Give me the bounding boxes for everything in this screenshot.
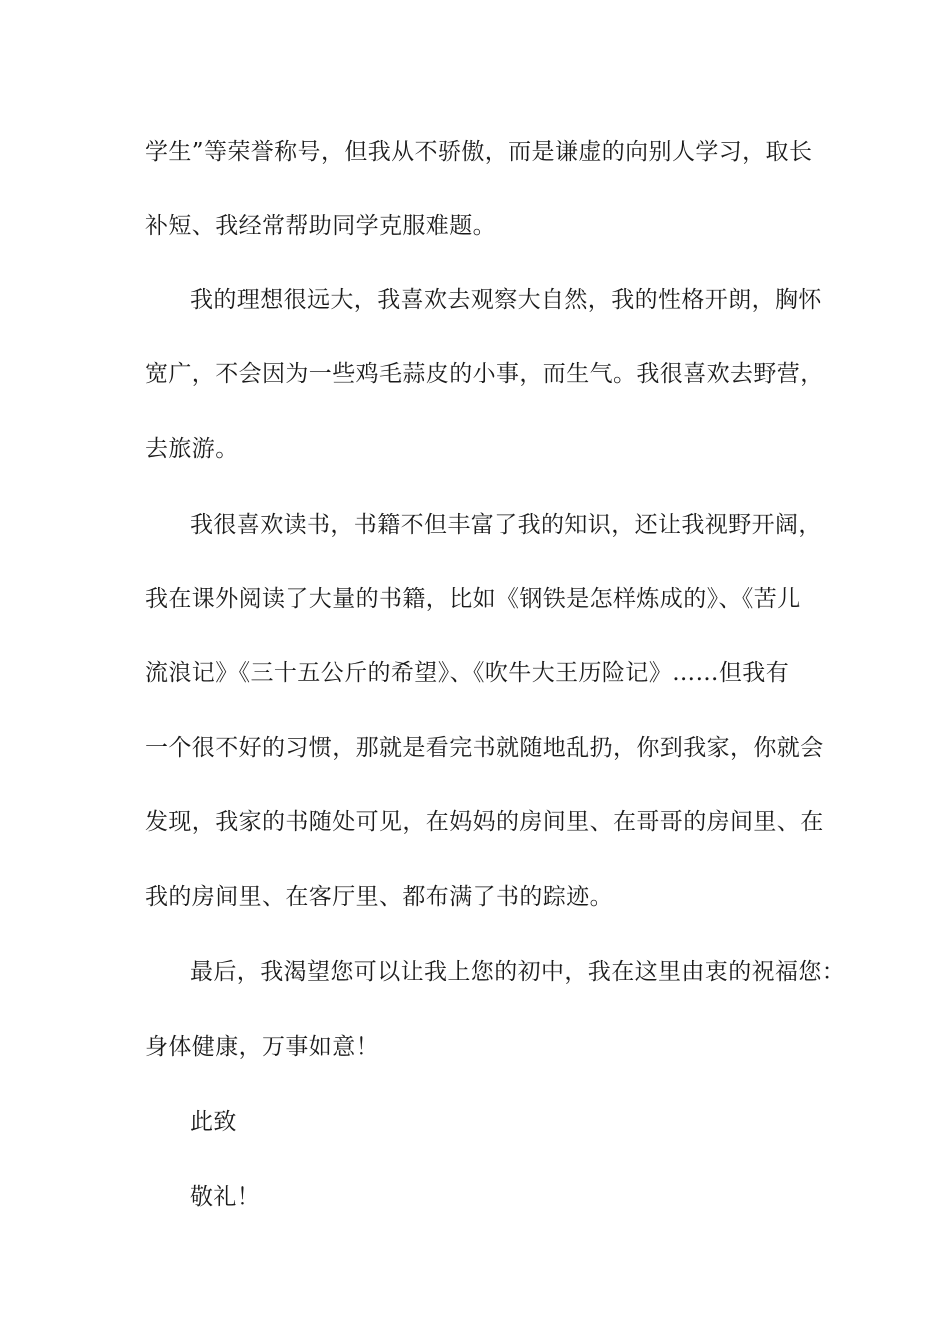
closing-salutation: 此致: [190, 1109, 237, 1135]
paragraph-start-line: 我的理想很远大，我喜欢去观察大自然，我的性格开朗，胸怀: [190, 287, 822, 313]
text-line: 一个很不好的习惯，那就是看完书就随地乱扔，你到我家，你就会: [145, 735, 824, 761]
text-line: 身体健康，万事如意！: [145, 1034, 379, 1060]
text-line: 我的房间里、在客厅里、都布满了书的踪迹。: [145, 884, 613, 910]
text-line: 学生”等荣誉称号，但我从不骄傲，而是谦虚的向别人学习，取长: [145, 139, 813, 165]
text-line: 我在课外阅读了大量的书籍，比如《钢铁是怎样炼成的》、《苦儿: [145, 586, 801, 612]
closing-regards: 敬礼！: [190, 1184, 261, 1210]
paragraph-start-line: 最后，我渴望您可以让我上您的初中，我在这里由衷的祝福您：: [190, 959, 846, 985]
text-line: 补短、我经常帮助同学克服难题。: [145, 213, 496, 239]
text-line: 去旅游。: [145, 436, 239, 462]
text-line: 流浪记》《三十五公斤的希望》、《吹牛大王历险记》……但我有: [145, 660, 790, 686]
paragraph-start-line: 我很喜欢读书，书籍不但丰富了我的知识，还让我视野开阔，: [190, 512, 822, 538]
text-line: 发现，我家的书随处可见，在妈妈的房间里、在哥哥的房间里、在: [145, 809, 824, 835]
text-line: 宽广，不会因为一些鸡毛蒜皮的小事，而生气。我很喜欢去野营，: [145, 361, 824, 387]
